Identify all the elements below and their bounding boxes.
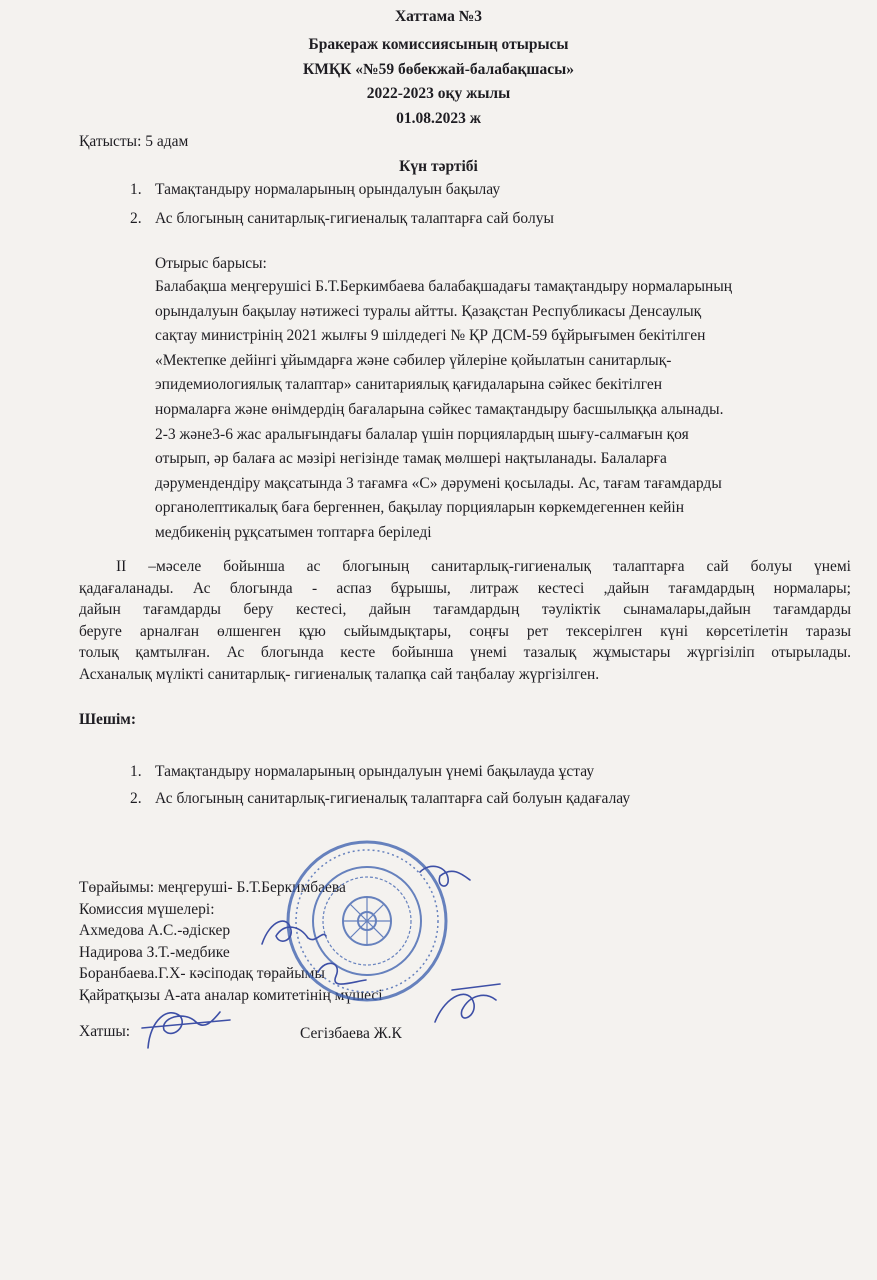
agenda-title: Күн тәртібі (399, 158, 478, 175)
protocol-date: 01.08.2023 ж (396, 110, 481, 127)
agenda-item-number: 2. (130, 210, 142, 227)
member-line: Надирова З.Т.-медбике (79, 943, 230, 961)
paragraph-line: отырып, әр балаға ас мәзірі негізінде тамақ мөлшері нақтыланады. Балаларға (155, 450, 667, 468)
paragraph-line: беруге арналған өлшенген құю сыйымдықтары, соңғы рет тексерілген күні көрсетілетін таразы (79, 622, 851, 640)
paragraph-line: дайын тағамдарды беру кестесі, дайын тағамдардың тәуліктік сынамалары,дайын тағамдарды (79, 601, 851, 618)
protocol-title: Хаттама №3 (394, 8, 483, 25)
decision-item-number: 2. (130, 790, 142, 807)
organization-name: КМҚК «№59 бөбекжай-балабақшасы» (303, 61, 574, 78)
paragraph-line: нормаларға және өнімдердің бағаларына сәйкес тамақтандыру басшылыққа алынады. (155, 400, 724, 418)
agenda-item: Тамақтандыру нормаларының орындалуын бақылау (155, 181, 501, 198)
member-line: Ахмедова А.С.-әдіскер (79, 922, 231, 940)
paragraph-line: қадағаланады. Ас блогында - аспаз бұрышы, литраж кестесі ,дайын тағамдардың нормалары; (79, 579, 851, 597)
proceedings-heading: Отырыс барысы: (155, 255, 267, 272)
agenda-item: Ас блогының санитарлық-гигиеналық талаптарға сай болуы (155, 210, 554, 227)
commission-members-label: Комиссия мүшелері: (79, 900, 215, 918)
paragraph-line: медбикенің рұқсатымен топтарға беріледі (155, 523, 432, 541)
chairperson-line: Төрайымы: меңгеруші- Б.Т.Беркимбаева (79, 879, 346, 896)
academic-year: 2022-2023 оқу жылы (366, 85, 511, 102)
paragraph-line: орындалуын бақылау нәтижесі туралы айтты. Қазақстан Республикасы Денсаулық (155, 302, 702, 320)
attendance: Қатысты: 5 адам (79, 133, 189, 150)
signature-mark (142, 1012, 230, 1048)
paragraph-line: толық қамтылған. Ас блогында кесте бойынша үнемі тазалық жұмыстары жүргізіліп отырылады. (79, 644, 851, 661)
decision-item-number: 1. (130, 763, 142, 780)
emblem-icon (343, 897, 391, 945)
paragraph-line: дәрумендендіру мақсатында 3 тағамға «С» дәрумені қосылады. Ас, тағам тағамдарды (155, 474, 722, 492)
decision-heading: Шешім: (79, 711, 137, 728)
member-line: Қайратқызы А-ата аналар комитетінің мүшесі (79, 986, 383, 1004)
decision-item: Тамақтандыру нормаларының орындалуын үнемі бақылауда ұстау (155, 763, 595, 780)
paragraph-line: органолептикалық баға бергеннен, бақылау порцияларын көркемдегеннен кейін (155, 499, 685, 517)
decision-item: Ас блогының санитарлық-гигиеналық талаптарға сай болуын қадағалау (155, 790, 631, 807)
signature-mark (435, 984, 500, 1022)
secretary-name: Сегізбаева Ж.К (300, 1025, 402, 1042)
paragraph-line: сақтау министрінің 2021 жылғы 9 шілдедегі № ҚР ДСМ-59 бұйрығымен бекітілген (155, 327, 706, 345)
official-stamp (288, 842, 446, 1000)
agenda-item-number: 1. (130, 181, 142, 198)
paragraph-line: II –мәселе бойынша ас блогының санитарлық-гигиеналық талаптарға сай болуы үнемі (116, 558, 851, 575)
paragraph-line: 2-3 және3-6 жас аралығындағы балалар үшін порциялардың шығу-салмағын қоя (155, 425, 689, 443)
paragraph-line: Балабақша меңгерушісі Б.Т.Беркимбаева балабақшадағы тамақтандыру нормаларының (155, 278, 733, 295)
secretary-label: Хатшы: (79, 1023, 131, 1040)
member-line: Боранбаева.Г.Х- кәсіподақ төрайымы (79, 965, 325, 983)
paragraph-line: эпидемиологиялық талаптар» санитариялық қағидаларына сәйкес бекітілген (155, 376, 663, 394)
paragraph-line: «Мектепке дейінгі ұйымдарға және сәбилер үйлеріне қойылатын санитарлық- (155, 351, 672, 369)
paragraph-line: Асханалық мүлікті санитарлық- гигиеналық талапқа сай таңбалау жүргізілген. (79, 665, 600, 683)
commission-title: Бракераж комиссиясының отырысы (308, 36, 569, 53)
